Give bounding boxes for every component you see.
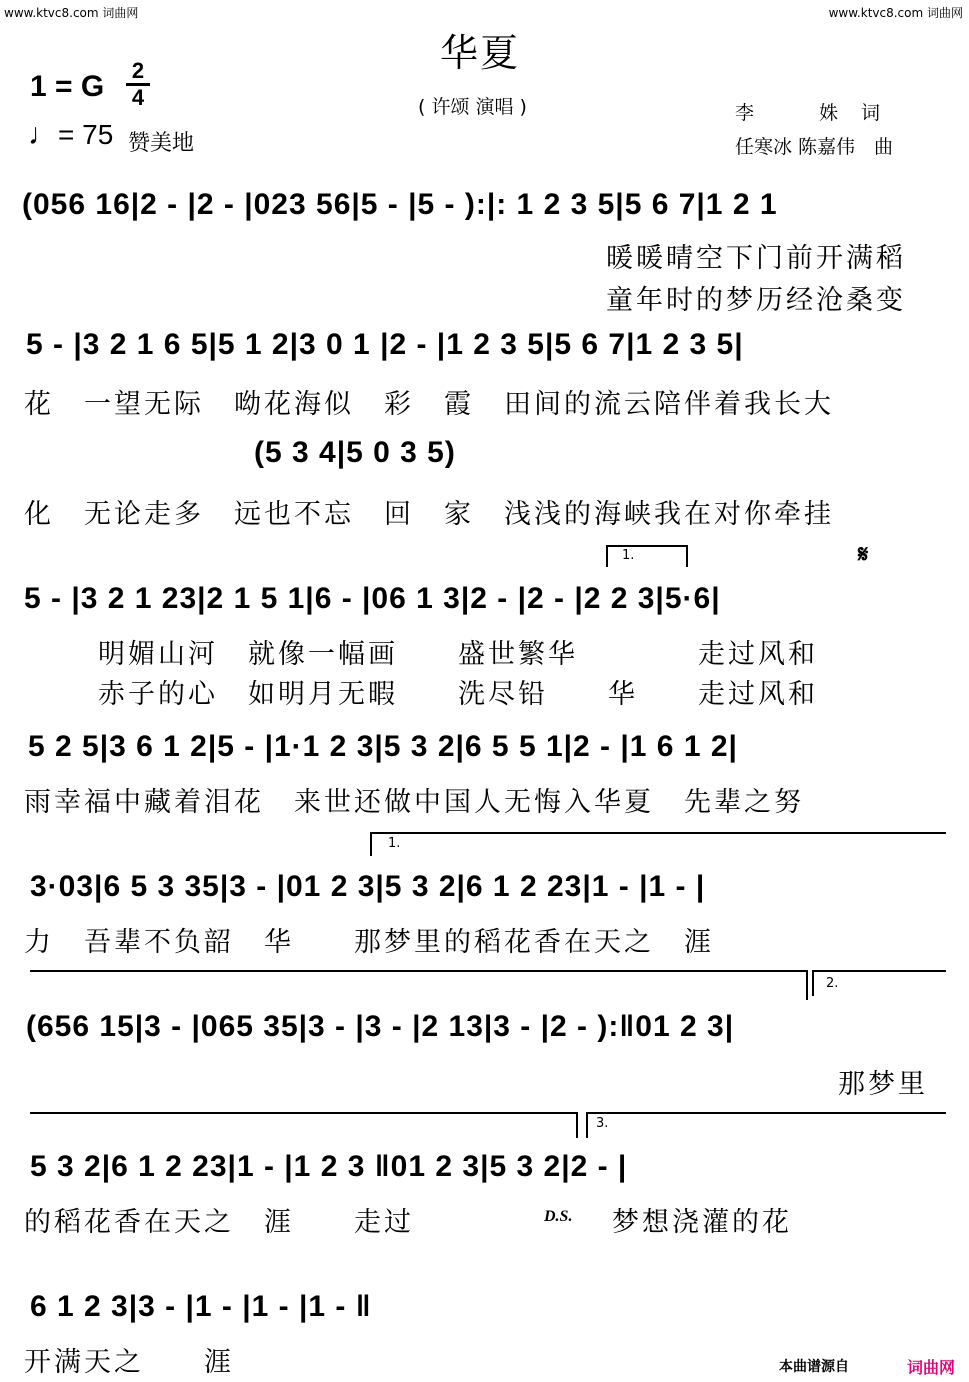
score-line-8-lyric-b: 梦想浇灌的花 [612, 1207, 792, 1238]
style-marking: 赞美地 [128, 131, 195, 156]
time-bottom: 4 [131, 85, 145, 110]
volta-2: 2. [826, 976, 839, 991]
site-logo[interactable]: 词曲网 [906, 1358, 955, 1377]
score-line-4-notes: 5 - |3 2 1 23|2 1 5 1|6 - |06 1 3|2 - |2 - |2 2 3|5·6| [24, 582, 721, 615]
score-line-1-notes: (056 16|2 - |2 - |023 56|5 - |5 - ):|: 1 2 3 5|5 6 7|1 2 1 [22, 188, 778, 221]
composer: 任寒冰 陈嘉伟 曲 [735, 136, 894, 158]
key-signature: 1 = G [30, 70, 105, 103]
watermark-right: www.ktvc8.com 词曲网 [828, 6, 963, 20]
score-line-9-notes: 6 1 2 3|3 - |1 - |1 - |1 - ‖ [30, 1290, 372, 1323]
score-line-9-lyric: 开满天之 涯 [24, 1347, 234, 1378]
dal-segno-marking: D.S. [544, 1208, 573, 1225]
score-line-8-notes: 5 3 2|6 1 2 23|1 - |1 2 3 ‖01 2 3|5 3 2|2 - | [30, 1150, 628, 1183]
score-line-7-lyric: 那梦里 [838, 1069, 928, 1100]
time-signature [126, 60, 150, 109]
score-line-1-lyric-a: 暖暖晴空下门前开满稻 [606, 243, 906, 274]
score-line-4-lyric-b: 赤子的心 如明月无暇 洗尽铅 华 走过风和 [98, 679, 818, 710]
score-line-3-lyric: 化 无论走多 远也不忘 回 家 浅浅的海峡我在对你牵挂 [24, 499, 834, 530]
song-title: 华夏 [440, 31, 521, 75]
tempo-marking [28, 118, 113, 152]
score-line-3-notes: (5 3 4|5 0 3 5) [254, 436, 456, 469]
time-top: 2 [131, 58, 145, 83]
volta-3: 3. [596, 1116, 609, 1131]
watermark-left: www.ktvc8.com 词曲网 [4, 6, 139, 20]
score-line-1-lyric-b: 童年时的梦历经沧桑变 [606, 285, 906, 316]
score-line-5-lyric: 雨幸福中藏着泪花 来世还做中国人无悔入华夏 先辈之努 [24, 787, 804, 818]
score-line-7-notes: (656 15|3 - |065 35|3 - |3 - |2 13|3 - |2 - ):‖01 2 3| [26, 1010, 735, 1043]
quarter-note-icon: ♩ [28, 118, 58, 151]
segno-icon: 𝄋 [858, 540, 869, 568]
score-line-2-lyric: 花 一望无际 呦花海似 彩 霞 田间的流云陪伴着我长大 [24, 389, 834, 420]
score-line-2-notes: 5 - |3 2 1 6 5|5 1 2|3 0 1 |2 - |1 2 3 5|5 6 7|1 2 3 5| [26, 328, 744, 361]
score-line-4-lyric-a: 明媚山河 就像一幅画 盛世繁华 走过风和 [98, 639, 818, 670]
score-line-8-lyric: 的稻花香在天之 涯 走过 [24, 1207, 414, 1238]
volta-1-line-6: 1. [388, 836, 401, 851]
score-line-6-notes: 3·03|6 5 3 35|3 - |01 2 3|5 3 2|6 1 2 23|1 - |1 - | [30, 870, 706, 903]
lyricist: 李 姝 词 [735, 102, 883, 124]
score-line-6-lyric: 力 吾辈不负韶 华 那梦里的稻花香在天之 涯 [24, 927, 714, 958]
volta-1-line-4: 1. [622, 548, 635, 563]
source-note: 本曲谱源自 [779, 1359, 849, 1375]
tempo-value: = 75 [58, 119, 114, 150]
singer: ( 许颂 演唱 ) [418, 96, 527, 118]
score-line-5-notes: 5 2 5|3 6 1 2|5 - |1·1 2 3|5 3 2|6 5 5 1|2 - |1 6 1 2| [28, 730, 738, 763]
